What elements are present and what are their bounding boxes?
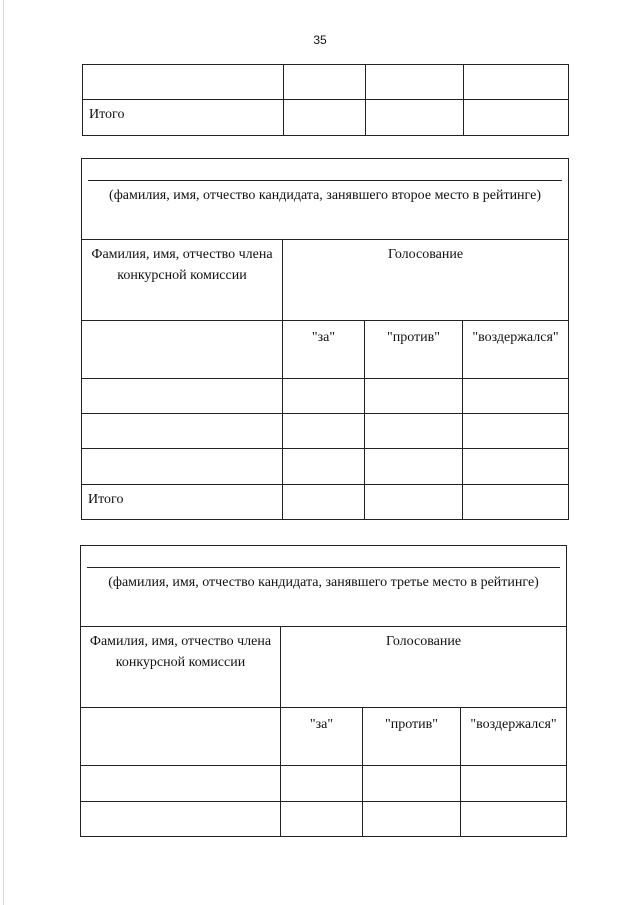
total-for-cell <box>284 100 366 136</box>
total-label: Итого <box>89 107 125 122</box>
voting-table-third-place <box>80 545 567 837</box>
table-row <box>83 65 569 100</box>
member-column-header: Фамилия, имя, отчество члена конкурсной комиссии <box>91 247 273 283</box>
total-for-cell <box>283 485 365 520</box>
vote-option-for: "за" <box>309 717 334 732</box>
member-name-cell <box>82 321 283 379</box>
table-row <box>81 802 567 837</box>
table-row <box>81 766 567 802</box>
total-against-cell <box>365 485 463 520</box>
member-column-header: Фамилия, имя, отчество члена конкурсной комиссии <box>89 634 272 670</box>
vote-option-for: "за" <box>311 330 336 345</box>
total-against-cell <box>366 100 464 136</box>
vote-column-header: Голосование <box>387 247 464 262</box>
candidate-caption: (фамилия, имя, отчество кандидата, занявшего третье место в рейтинге) <box>108 575 539 590</box>
page-edge <box>3 0 4 905</box>
total-abstain-cell <box>463 485 569 520</box>
header-row <box>82 240 569 321</box>
table-row <box>82 379 569 414</box>
vote-option-abstain: "воздержался" <box>472 330 559 345</box>
caption-row <box>81 546 567 627</box>
vote-against-cell <box>366 65 464 100</box>
candidate-caption-cell <box>81 546 567 627</box>
caption-row <box>82 159 569 240</box>
total-label: Итого <box>88 492 124 507</box>
candidate-caption-cell <box>82 159 569 240</box>
header-row <box>81 627 567 708</box>
member-name-cell <box>81 708 281 766</box>
page-number: 35 <box>313 33 327 47</box>
total-row <box>82 485 569 520</box>
vote-option-against: "против" <box>385 717 438 732</box>
voting-table-second-place <box>81 158 569 520</box>
table-row <box>82 414 569 449</box>
total-abstain-cell <box>464 100 569 136</box>
voting-table-fragment <box>82 64 569 136</box>
vote-options-row <box>81 708 567 766</box>
vote-option-against: "против" <box>387 330 440 345</box>
table-row <box>82 449 569 485</box>
candidate-caption: (фамилия, имя, отчество кандидата, занявшего второе место в рейтинге) <box>109 188 541 203</box>
member-name-cell <box>83 65 284 100</box>
vote-column-header: Голосование <box>385 634 462 649</box>
vote-for-cell <box>284 65 366 100</box>
total-row <box>83 100 569 136</box>
vote-options-row <box>82 321 569 379</box>
vote-option-abstain: "воздержался" <box>470 717 557 732</box>
vote-abstain-cell <box>464 65 569 100</box>
